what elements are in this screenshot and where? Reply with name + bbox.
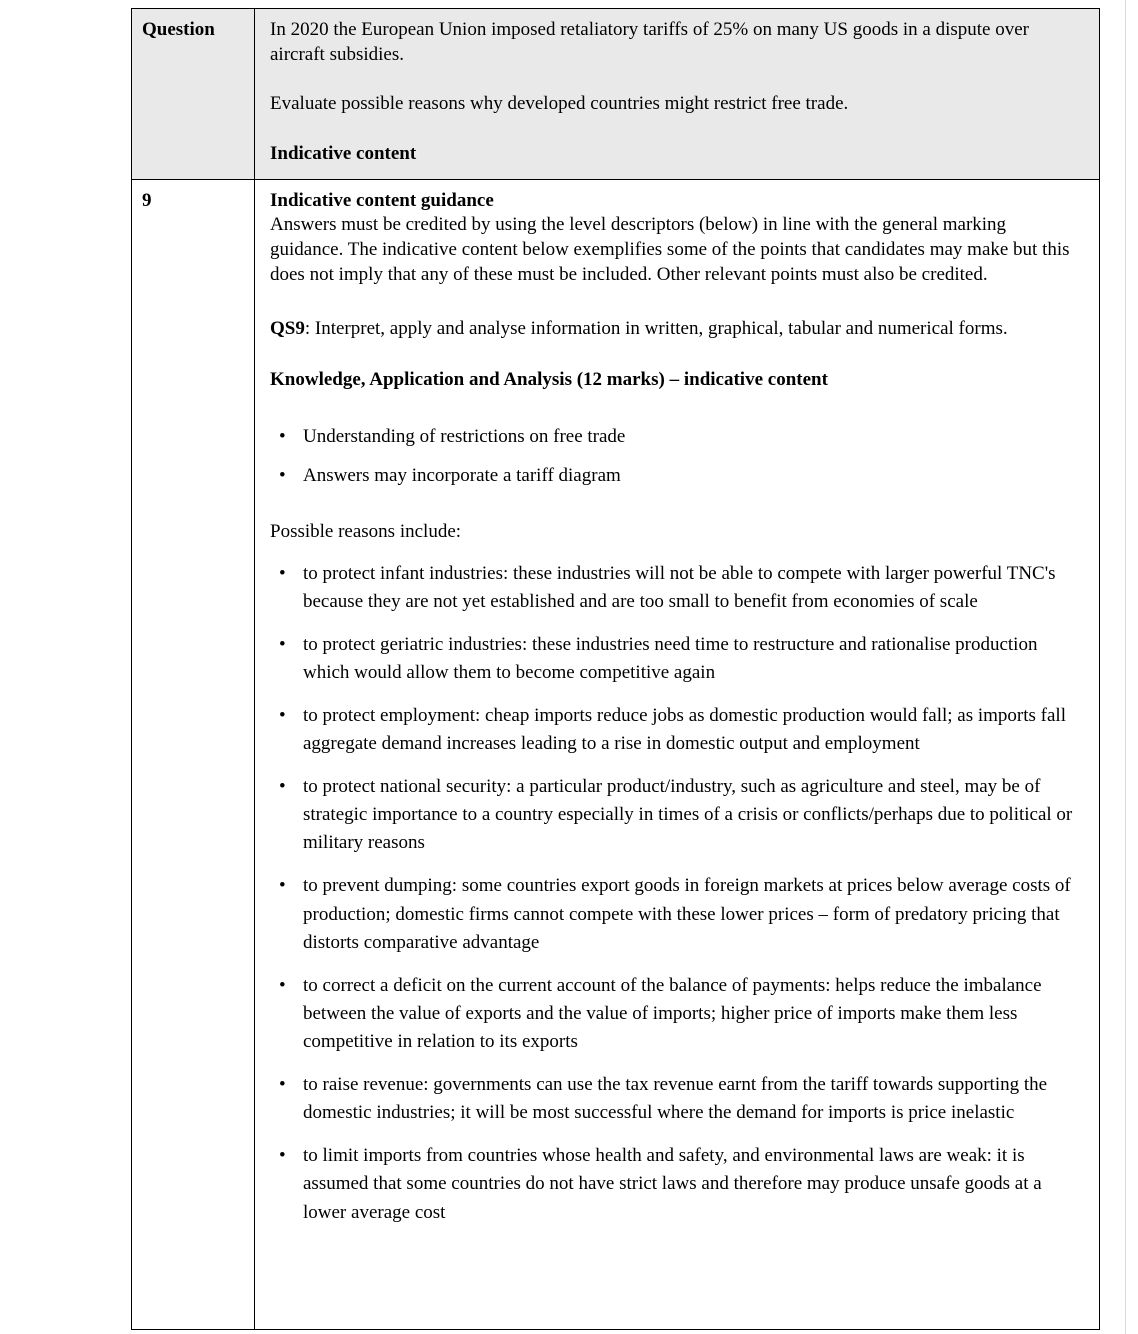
answer-row bbox=[132, 180, 1099, 1329]
qs9-text: : Interpret, apply and analyse information in written, graphical, tabular and numerical forms. bbox=[304, 317, 1008, 339]
question-row bbox=[132, 9, 1099, 180]
list-item: • to protect geriatric industries: these industries need time to restructure and rationalise production which would allow them to become competitive again bbox=[270, 631, 1081, 687]
list-item: • to limit imports from countries whose health and safety, and environmental laws are weak: it is assumed that some countries do not have strict laws and therefore may produce unsafe goods at a lower average cost bbox=[270, 1142, 1081, 1226]
mark-scheme-table bbox=[131, 8, 1100, 1330]
list-item: • to protect national security: a particular product/industry, such as agriculture and steel, may be of strategic importance to a country especially in times of a crisis or conflicts/perhaps due to political or military reasons bbox=[270, 773, 1081, 857]
possible-reasons-label: Possible reasons include: bbox=[270, 520, 462, 542]
list-item: • to correct a deficit on the current account of the balance of payments: helps reduce the imbalance between the value of exports and the value of imports; higher price of imports make them less competitive in relation to its exports bbox=[270, 972, 1081, 1056]
guidance-text: Answers must be credited by using the level descriptors (below) in line with the general marking guidance. The indicative content below exemplifies some of the points that candidates may make but this does not imply that any of these must be included. Other relevant points must also be credited. bbox=[270, 214, 1070, 285]
guidance-heading: Indicative content guidance bbox=[270, 189, 494, 211]
list-item: • to protect employment: cheap imports reduce jobs as domestic production would fall; as imports fall aggregate demand increases leading to a rise in domestic output and employment bbox=[270, 702, 1081, 758]
page-edge-divider bbox=[1125, 0, 1126, 1334]
list-item: • Understanding of restrictions on free trade bbox=[270, 424, 1081, 451]
reasons-bullet-list bbox=[270, 560, 1081, 1227]
answer-row-body bbox=[255, 180, 1099, 1329]
question-row-body bbox=[255, 9, 1099, 179]
question-number: 9 bbox=[132, 180, 255, 1329]
qs9-paragraph bbox=[270, 317, 1081, 342]
qs9-label: QS9 bbox=[270, 317, 305, 339]
question-context-paragraph: In 2020 the European Union imposed retaliatory tariffs of 25% on many US goods in a dispute over aircraft subsidies. bbox=[270, 19, 1029, 65]
question-row-label: Question bbox=[132, 9, 255, 179]
question-task-paragraph: Evaluate possible reasons why developed countries might restrict free trade. bbox=[270, 93, 849, 115]
list-item: • to protect infant industries: these industries will not be able to compete with larger powerful TNC's because they are not yet established and are too small to benefit from economies of scale bbox=[270, 560, 1081, 616]
intro-bullet-list bbox=[270, 424, 1081, 490]
list-item: • to raise revenue: governments can use the tax revenue earnt from the tariff towards supporting the domestic industries; it will be most successful where the demand for imports is price inelastic bbox=[270, 1071, 1081, 1127]
indicative-content-label: Indicative content bbox=[270, 143, 417, 165]
list-item: • to prevent dumping: some countries export goods in foreign markets at prices below average costs of production; domestic firms cannot compete with these lower prices – form of predatory pricing that distorts comparative advantage bbox=[270, 872, 1081, 956]
list-item: • Answers may incorporate a tariff diagram bbox=[270, 463, 1081, 490]
kaa-heading: Knowledge, Application and Analysis (12 marks) – indicative content bbox=[270, 369, 828, 391]
